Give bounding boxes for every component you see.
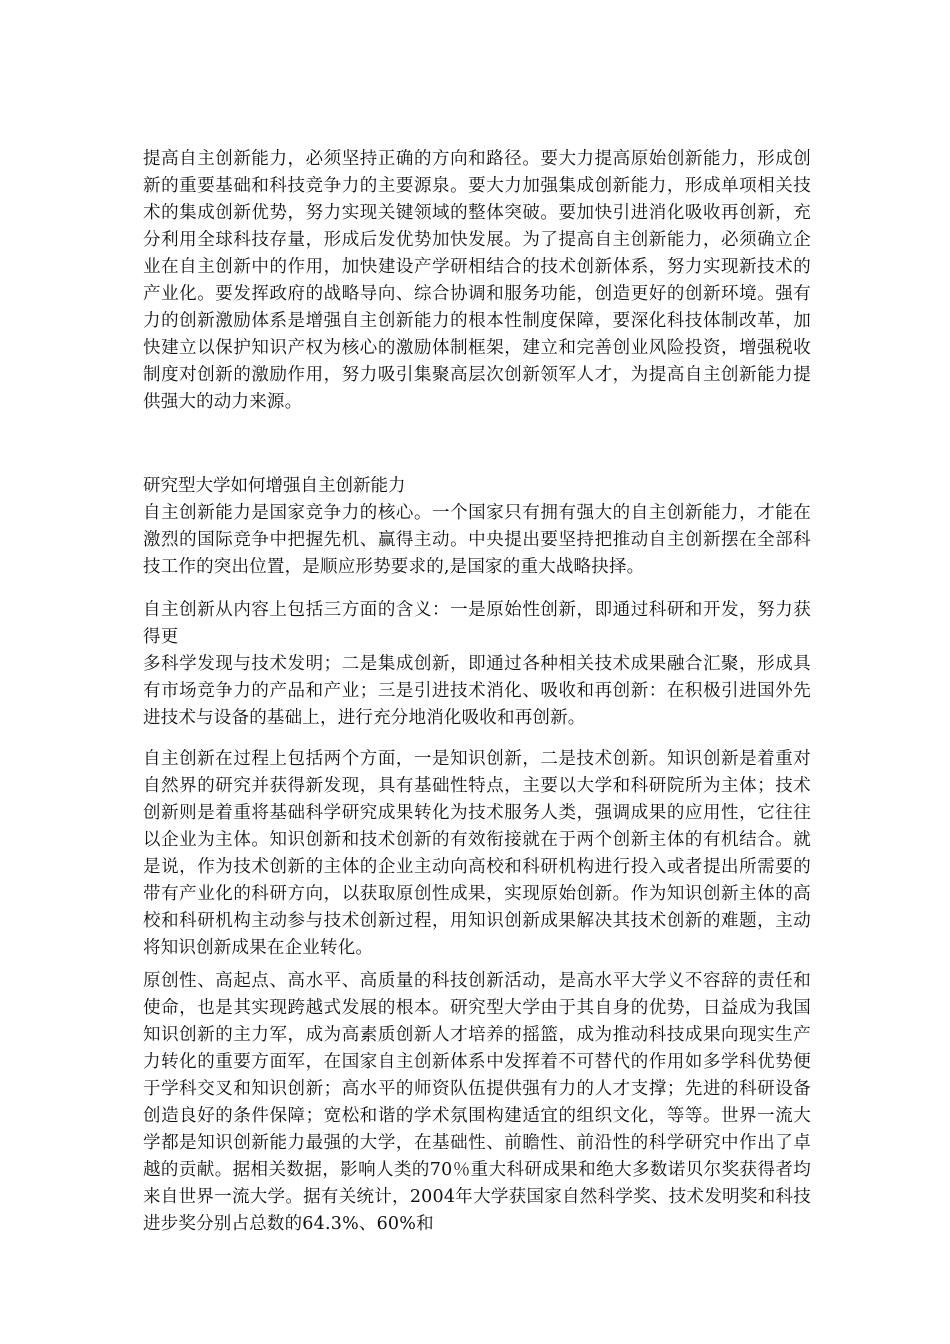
paragraph-university-role: 原创性、高起点、高水平、高质量的科技创新活动，是高水平大学义不容辞的责任和使命，也是其实现跨越式发展的根本。研究型大学由于其自身的优势，日益成为我国知识创新的主力军，成为高素质创新人才培养的摇篮，成为推动科技成果向现实生产力转化的重要方面军，在国家自主创新体系中发挥着不可替代的作用如多学科优势便于学科交叉和知识创新；高水平的师资队伍提供强有力的人才支撑；先进的科研设备创造良好的条件保障；宽松和谐的学术氛围构建适宜的组织文化，等等。世界一流大学都是知识创新能力最强的大学，在基础性、前瞻性、前沿性的科学研究中作出了卓越的贡献。据相关数据，影响人类的70％重大科研成果和绝大多数诺贝尔奖获得者均来自世界一流大学。据有关统计，2004年大学获国家自然科学奖、技术发明奖和科技进步奖分别占总数的64.3%、60%和 — [143, 971, 811, 1234]
paragraph-block-3 — [143, 597, 811, 732]
paragraph-innovation-content-part2: 多科学发现与技术发明；二是集成创新，即通过各种相关技术成果融合汇聚，形成具有市场竞争力的产品和产业；三是引进技术消化、吸收和再创新：在积极引进国外先进技术与设备的基础上，进行充分地消化吸收和再创新。 — [143, 654, 811, 728]
paragraph-innovation-content-part1: 自主创新从内容上包括三方面的含义：一是原始性创新，即通过科研和开发，努力获得更 — [143, 600, 811, 647]
paragraph-block-1 — [143, 146, 811, 416]
paragraph-national-competitiveness: 自主创新能力是国家竞争力的核心。一个国家只有拥有强大的自主创新能力，才能在激烈的国际竞争中把握先机、赢得主动。中央提出要坚持把推动自主创新摆在全部科技工作的突出位置，是顺应形势要求的,是国家的重大战略抉择。 — [143, 503, 811, 577]
paragraph-innovation-process: 自主创新在过程上包括两个方面，一是知识创新，二是技术创新。知识创新是着重对自然界的研究并获得新发现，具有基础性特点，主要以大学和科研院所为主体；技术创新则是着重将基础科学研究成果转化为技术服务人类，强调成果的应用性，它往往以企业为主体。知识创新和技术创新的有效衔接就在于两个创新主体的有机结合。就是说，作为技术创新的主体的企业主动向高校和科研机构进行投入或者提出所需要的带有产业化的科研方向，以获取原创性成果，实现原始创新。作为知识创新主体的高校和科研机构主动参与技术创新过程，用知识创新成果解决其技术创新的难题，主动将知识创新成果在企业转化。 — [143, 749, 811, 958]
paragraph-innovation-path: 提高自主创新能力，必须坚持正确的方向和路径。要大力提高原始创新能力，形成创新的重要基础和科技竞争力的主要源泉。要大力加强集成创新能力，形成单项相关技术的集成创新优势，努力实现关键领域的整体突破。要加快引进消化吸收再创新，充分利用全球科技存量，形成后发优势加快发展。为了提高自主创新能力，必须确立企业在自主创新中的作用，加快建设产学研相结合的技术创新体系，努力实现新技术的产业化。要发挥政府的战略导向、综合协调和服务功能，创造更好的创新环境。强有力的创新激励体系是增强自主创新能力的根本性制度保障，要深化科技体制改革，加快建立以保护知识产权为核心的激励体制框架，建立和完善创业风险投资，增强税收制度对创新的激励作用，努力吸引集聚高层次创新领军人才，为提高自主创新能力提供强大的动力来源。 — [143, 149, 811, 412]
section-heading: 研究型大学如何增强自主创新能力 — [143, 476, 406, 496]
paragraph-block-5 — [143, 968, 811, 1238]
paragraph-block-4 — [143, 746, 811, 962]
section-block-research-universities — [143, 473, 811, 581]
